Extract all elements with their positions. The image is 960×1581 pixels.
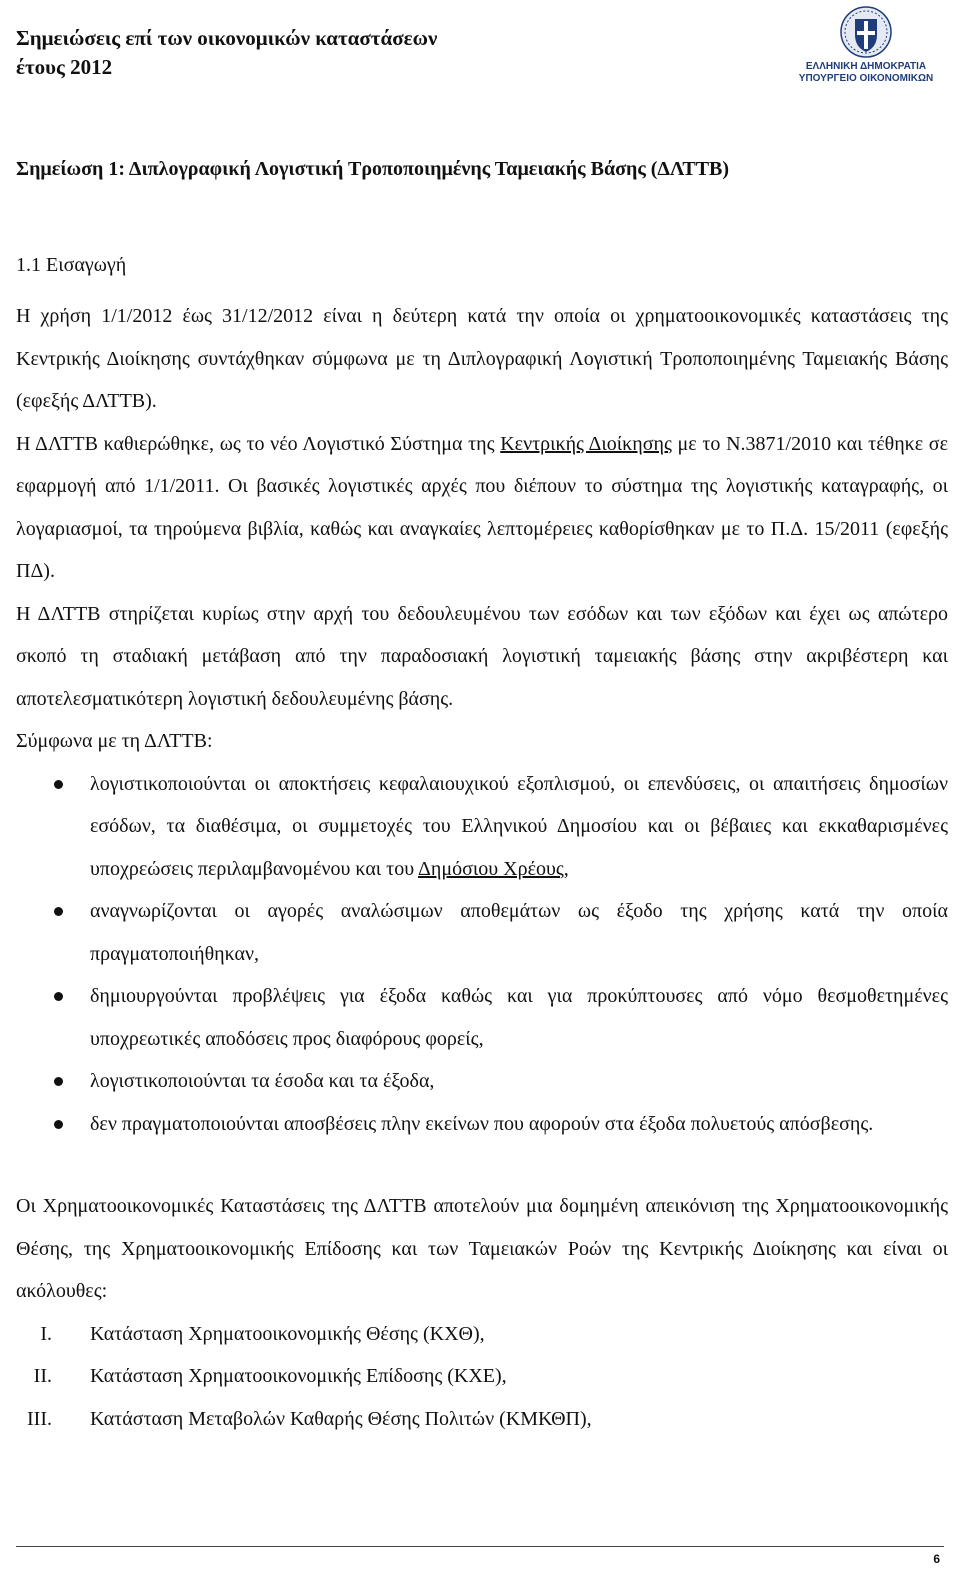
- section-heading: 1.1 Εισαγωγή: [16, 254, 127, 276]
- bullet-icon: [54, 907, 63, 916]
- paragraph-system-part1: Η ΔΛΤΤΒ καθιερώθηκε, ως το νέο Λογιστικό Σύστημα της: [16, 432, 501, 455]
- bullet-icon: [54, 1077, 63, 1086]
- paragraph-principles: Η ΔΛΤΤΒ στηρίζεται κυρίως στην αρχή του δεδουλευμένου των εσόδων και των εξόδων και έχει ως απώτερο σκοπό τη σταδιακή μετάβαση από την παραδοσιακή λογιστική ταμειακής βάσης στην ακριβέστερη και αποτελεσματικότερη λογιστική δεδουλευμένης βάσης.: [16, 602, 948, 710]
- list-item: [16, 1060, 948, 1103]
- list-item-number: II.: [33, 1365, 52, 1387]
- list-item-text: Κατάσταση Χρηματοοικονομικής Επίδοσης (ΚΧΕ),: [90, 1365, 507, 1387]
- page-number: 6: [933, 1552, 940, 1566]
- public-debt-link[interactable]: Δημόσιου Χρέους,: [418, 857, 569, 880]
- statements-list: [16, 1313, 948, 1441]
- list-item-text: Κατάσταση Μεταβολών Καθαρής Θέσης Πολιτών (ΚΜΚΘΠ),: [90, 1407, 592, 1430]
- list-item-number: III.: [27, 1407, 52, 1430]
- list-item-text: Κατάσταση Χρηματοοικονομικής Θέσης (ΚΧΘ),: [90, 1322, 485, 1345]
- list-item: [16, 1313, 948, 1356]
- central-administration-link[interactable]: Κεντρικής Διοίκησης: [500, 432, 672, 455]
- spacer: [16, 1145, 948, 1185]
- note-heading: Σημείωση 1: Διπλογραφική Λογιστική Τροποποιημένης Ταμειακής Βάσης (ΔΛΤΤΒ): [16, 158, 730, 180]
- paragraph-system: [16, 423, 948, 593]
- paragraph-according: Σύμφωνα με τη ΔΛΤΤΒ:: [16, 730, 213, 752]
- emblem-line1: ΕΛΛΗΝΙΚΗ ΔΗΜΟΚΡΑΤΙΑ: [805, 61, 927, 72]
- list-item: [16, 1103, 948, 1146]
- paragraph-intro: Η χρήση 1/1/2012 έως 31/12/2012 είναι η δεύτερη κατά την οποία οι χρηματοοικονομικές καταστάσεις της Κεντρικής Διοίκησης συντάχθηκαν σύμφωνα με τη Διπλογραφική Λογιστική Τροποποιημένης Ταμειακής Βάσης (εφεξής ΔΛΤΤΒ).: [16, 305, 948, 412]
- list-item-text: δεν πραγματοποιούνται αποσβέσεις πλην εκείνων που αφορούν στα έξοδα πολυετούς απόσβεσης.: [90, 1112, 874, 1135]
- bullet-list: [16, 763, 948, 1146]
- ministry-emblem: [786, 6, 946, 86]
- paragraph-system-part2: με το Ν.3871/2010 και τέθηκε σε εφαρμογή από 1/1/2011. Οι βασικές λογιστικές αρχές που διέπουν το σύστημα της λογιστικής καταγραφής, οι λογαριασμοί, τα τηρούμενα βιβλία, καθώς και αναγκαίες λεπτομέρειες καθορίσθηκαν με το Π.Δ. 15/2011 (εφεξής ΠΔ).: [16, 432, 948, 582]
- document-body: [16, 295, 948, 1440]
- document-title-line2: έτους 2012: [16, 55, 113, 79]
- list-item-text: λογιστικοποιούνται οι αποκτήσεις κεφαλαιουχικού εξοπλισμού, οι επενδύσεις, οι απαιτήσεις δημοσίων εσόδων, τα διαθέσιμα, οι συμμετοχές του Ελληνικού Δημοσίου και οι βέβαιες και εκκαθαρισμένες υποχρεώσεις περιλαμβανομένου και του: [90, 772, 948, 880]
- bullet-icon: [54, 780, 63, 789]
- list-item-text: αναγνωρίζονται οι αγορές αναλώσιμων αποθεμάτων ως έξοδο της χρήσης κατά την οποία πραγματοποιήθηκαν,: [90, 900, 948, 965]
- paragraph-statements: Οι Χρηματοοικονομικές Καταστάσεις της ΔΛΤΤΒ αποτελούν μια δομημένη απεικόνιση της Χρηματοοικονομικής Θέσης, της Χρηματοοικονομικής Επίδοσης και των Ταμειακών Ροών της Κεντρικής Διοίκησης και είναι οι ακόλουθες:: [16, 1195, 948, 1302]
- list-item: [16, 763, 948, 891]
- bullet-icon: [54, 1120, 63, 1129]
- document-title: [16, 24, 437, 82]
- footer-divider: [16, 1546, 944, 1547]
- list-item-text: λογιστικοποιούνται τα έσοδα και τα έξοδα,: [90, 1070, 435, 1092]
- emblem-line2: ΥΠΟΥΡΓΕΙΟ ΟΙΚΟΝΟΜΙΚΩΝ: [798, 73, 934, 84]
- list-item-text: δημιουργούνται προβλέψεις για έξοδα καθώς και για προκύπτουσες από νόμο θεσμοθετημένες υποχρεωτικές αποδόσεις προς διαφόρους φορείς,: [90, 985, 948, 1050]
- list-item: [16, 890, 948, 975]
- bullet-icon: [54, 992, 63, 1001]
- document-title-line1: Σημειώσεις επί των οικονομικών καταστάσεων: [16, 26, 438, 50]
- list-item: [16, 1355, 948, 1398]
- coat-of-arms-icon: [838, 6, 894, 58]
- list-item: [16, 1398, 948, 1441]
- list-item: [16, 975, 948, 1060]
- list-item-number: I.: [40, 1322, 52, 1345]
